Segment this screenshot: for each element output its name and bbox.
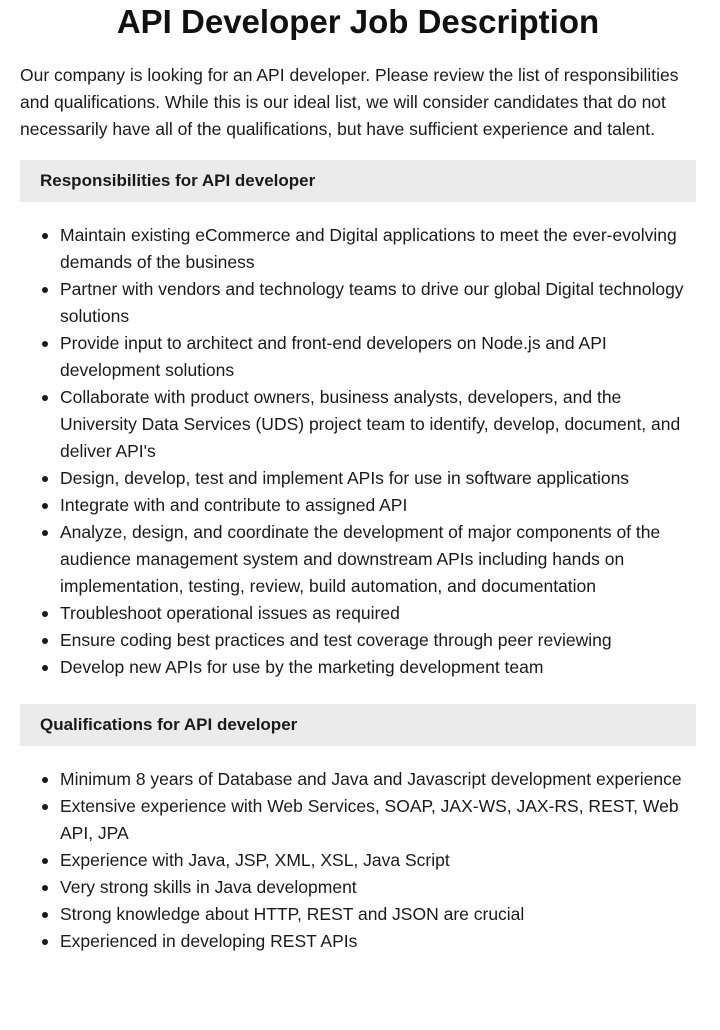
responsibility-item: Maintain existing eCommerce and Digital applications to meet the ever-evolving demands of the business bbox=[60, 222, 696, 276]
page-title: API Developer Job Description bbox=[116, 3, 600, 40]
responsibility-item: Ensure coding best practices and test coverage through peer reviewing bbox=[60, 627, 696, 654]
qualifications-list bbox=[20, 766, 696, 955]
responsibility-item: Partner with vendors and technology teams to drive our global Digital technology solutions bbox=[60, 276, 696, 330]
responsibility-item: Collaborate with product owners, business analysts, developers, and the University Data Services (UDS) project team to identify, develop, document, and deliver API's bbox=[60, 384, 696, 465]
responsibility-item: Analyze, design, and coordinate the development of major components of the audience management system and downstream APIs including hands on implementation, testing, review, build automation, and documentation bbox=[60, 519, 696, 600]
responsibility-item: Develop new APIs for use by the marketing development team bbox=[60, 654, 696, 681]
responsibilities-heading: Responsibilities for API developer bbox=[20, 160, 696, 202]
responsibility-item: Integrate with and contribute to assigned API bbox=[60, 492, 696, 519]
qualification-item: Extensive experience with Web Services, SOAP, JAX-WS, JAX-RS, REST, Web API, JPA bbox=[60, 793, 696, 847]
qualifications-heading: Qualifications for API developer bbox=[20, 704, 696, 746]
responsibilities-list bbox=[20, 222, 696, 681]
intro-paragraph: Our company is looking for an API developer. Please review the list of responsibilities and qualifications. While this is our ideal list, we will consider candidates that do not necessarily have all of the qualifications, but have sufficient experience and talent. bbox=[20, 65, 679, 139]
qualification-item: Experienced in developing REST APIs bbox=[60, 928, 696, 955]
qualification-item: Experience with Java, JSP, XML, XSL, Java Script bbox=[60, 847, 696, 874]
responsibility-item: Design, develop, test and implement APIs for use in software applications bbox=[60, 465, 696, 492]
qualification-item: Very strong skills in Java development bbox=[60, 874, 696, 901]
responsibility-item: Troubleshoot operational issues as required bbox=[60, 600, 696, 627]
qualification-item: Strong knowledge about HTTP, REST and JSON are crucial bbox=[60, 901, 696, 928]
responsibility-item: Provide input to architect and front-end developers on Node.js and API development solutions bbox=[60, 330, 696, 384]
qualification-item: Minimum 8 years of Database and Java and Javascript development experience bbox=[60, 766, 696, 793]
